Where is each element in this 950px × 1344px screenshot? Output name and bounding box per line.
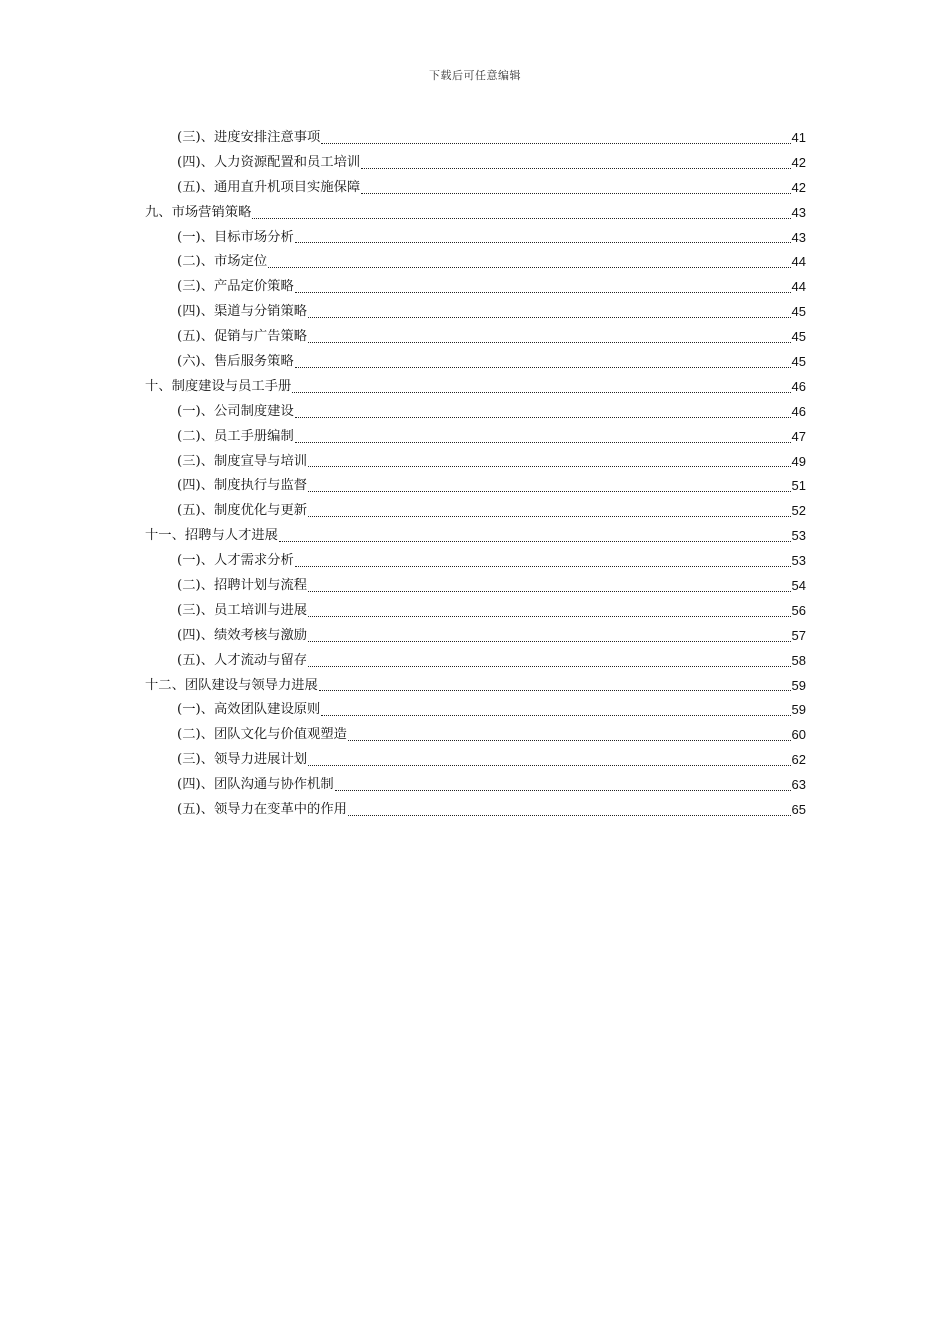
toc-entry-label: (二)、市场定位: [177, 254, 268, 270]
toc-entry[interactable]: [145, 400, 806, 425]
toc-entry[interactable]: [145, 151, 806, 176]
toc-entry[interactable]: [145, 176, 806, 201]
toc-entry-page-number: 58: [791, 652, 806, 668]
toc-dot-leader: [295, 291, 791, 293]
toc-entry-label: (三)、领导力进展计划: [177, 752, 308, 768]
toc-entry-label: (一)、公司制度建设: [177, 403, 294, 419]
toc-entry-page-number: 57: [791, 627, 806, 643]
toc-entry-label: (一)、人才需求分析: [177, 553, 294, 569]
toc-entry-label: (三)、进度安排注意事项: [177, 129, 321, 145]
toc-entry-page-number: 46: [791, 403, 806, 419]
toc-entry-page-number: 45: [791, 354, 806, 369]
toc-entry[interactable]: [145, 126, 806, 151]
toc-dot-leader: [308, 515, 790, 517]
toc-entry[interactable]: [145, 649, 806, 674]
toc-entry[interactable]: [145, 698, 806, 723]
toc-dot-leader: [321, 714, 790, 716]
toc-entry-label: (二)、员工手册编制: [177, 428, 294, 444]
toc-entry-page-number: 59: [791, 702, 806, 718]
toc-dot-leader: [308, 465, 790, 467]
toc-dot-leader: [319, 689, 791, 691]
toc-entry-label: (一)、目标市场分析: [177, 229, 294, 245]
toc-entry-label: (一)、高效团队建设原则: [177, 702, 321, 718]
toc-entry-label: (五)、促销与广告策略: [177, 329, 308, 345]
toc-dot-leader: [348, 814, 791, 816]
toc-dot-leader: [279, 540, 791, 542]
toc-entry-label: (四)、人力资源配置和员工培训: [177, 154, 361, 170]
toc-dot-leader: [308, 316, 790, 318]
toc-entry-page-number: 56: [791, 602, 806, 618]
table-of-contents: [145, 126, 806, 823]
toc-entry[interactable]: [145, 574, 806, 599]
toc-entry-label: (五)、领导力在变革中的作用: [177, 802, 347, 818]
toc-entry[interactable]: [145, 674, 806, 699]
toc-entry-page-number: 45: [791, 304, 806, 320]
toc-dot-leader: [321, 142, 790, 144]
toc-dot-leader: [308, 341, 790, 343]
toc-entry-page-number: 44: [791, 254, 806, 270]
toc-entry-page-number: 53: [791, 528, 806, 544]
toc-dot-leader: [308, 490, 790, 492]
toc-entry[interactable]: [145, 773, 806, 798]
toc-entry-page-number: 42: [791, 154, 806, 170]
toc-entry[interactable]: [145, 425, 806, 450]
toc-entry-page-number: 47: [791, 428, 806, 444]
toc-dot-leader: [335, 789, 791, 791]
toc-dot-leader: [292, 391, 790, 393]
toc-entry-label: (五)、通用直升机项目实施保障: [177, 179, 361, 195]
toc-entry[interactable]: [145, 275, 806, 300]
toc-entry[interactable]: [145, 524, 806, 549]
toc-entry-label: (四)、制度执行与监督: [177, 478, 308, 494]
toc-entry[interactable]: [145, 250, 806, 275]
toc-entry-page-number: 45: [791, 329, 806, 345]
toc-entry-label: (五)、人才流动与留存: [177, 652, 308, 668]
toc-entry-page-number: 52: [791, 503, 806, 519]
toc-entry-label: (四)、渠道与分销策略: [177, 304, 308, 320]
toc-entry-label: 九、市场营销策略: [145, 204, 252, 220]
toc-dot-leader: [348, 739, 791, 741]
toc-entry-page-number: 46: [791, 378, 806, 394]
toc-entry-page-number: 65: [791, 802, 806, 818]
toc-entry-page-number: 54: [791, 578, 806, 594]
toc-dot-leader: [308, 615, 790, 617]
toc-entry-label: (四)、团队沟通与协作机制: [177, 777, 334, 793]
toc-entry[interactable]: [145, 599, 806, 624]
toc-entry-label: 十二、团队建设与领导力进展: [145, 677, 318, 693]
toc-entry[interactable]: [145, 226, 806, 251]
toc-dot-leader: [268, 266, 790, 268]
toc-entry[interactable]: [145, 201, 806, 226]
toc-entry[interactable]: [145, 798, 806, 823]
toc-entry[interactable]: [145, 474, 806, 499]
toc-entry-label: (二)、招聘计划与流程: [177, 578, 308, 594]
toc-entry-page-number: 62: [791, 752, 806, 768]
toc-entry-label: 十、制度建设与员工手册: [145, 378, 292, 394]
toc-dot-leader: [308, 590, 790, 592]
toc-entry-page-number: 43: [791, 229, 806, 245]
toc-dot-leader: [252, 217, 790, 219]
toc-entry-label: (三)、员工培训与进展: [177, 602, 308, 618]
header-note: 下载后可任意编辑: [429, 69, 521, 82]
toc-dot-leader: [308, 665, 790, 667]
toc-entry-label: (三)、制度宣导与培训: [177, 453, 308, 469]
toc-dot-leader: [295, 366, 791, 368]
toc-entry-label: (六)、售后服务策略: [177, 354, 294, 369]
toc-entry[interactable]: [145, 375, 806, 400]
toc-entry-page-number: 59: [791, 677, 806, 693]
toc-entry[interactable]: [145, 723, 806, 748]
toc-entry[interactable]: [145, 350, 806, 375]
toc-dot-leader: [295, 241, 791, 243]
toc-dot-leader: [361, 167, 790, 169]
toc-dot-leader: [308, 640, 790, 642]
toc-dot-leader: [308, 764, 790, 766]
toc-entry-label: 十一、招聘与人才进展: [145, 528, 278, 544]
toc-entry-page-number: 41: [791, 129, 806, 145]
toc-entry-label: (二)、团队文化与价值观塑造: [177, 727, 347, 743]
toc-entry[interactable]: [145, 549, 806, 574]
toc-dot-leader: [361, 192, 790, 194]
toc-entry[interactable]: [145, 450, 806, 475]
toc-entry-page-number: 63: [791, 777, 806, 793]
toc-entry[interactable]: [145, 748, 806, 773]
toc-entry-page-number: 43: [791, 204, 806, 220]
toc-entry-label: (三)、产品定价策略: [177, 279, 294, 295]
toc-dot-leader: [295, 565, 791, 567]
toc-entry-label: (五)、制度优化与更新: [177, 503, 308, 519]
toc-entry-page-number: 42: [791, 179, 806, 195]
toc-entry-page-number: 51: [791, 478, 806, 494]
toc-dot-leader: [295, 416, 791, 418]
toc-entry[interactable]: [145, 624, 806, 649]
toc-entry-page-number: 44: [791, 279, 806, 295]
toc-entry-label: (四)、绩效考核与激励: [177, 627, 308, 643]
toc-entry[interactable]: [145, 499, 806, 524]
toc-entry-page-number: 53: [791, 553, 806, 569]
toc-entry-page-number: 60: [791, 727, 806, 743]
toc-dot-leader: [295, 441, 791, 443]
toc-entry-page-number: 49: [791, 453, 806, 469]
toc-entry[interactable]: [145, 300, 806, 325]
toc-entry[interactable]: [145, 325, 806, 350]
